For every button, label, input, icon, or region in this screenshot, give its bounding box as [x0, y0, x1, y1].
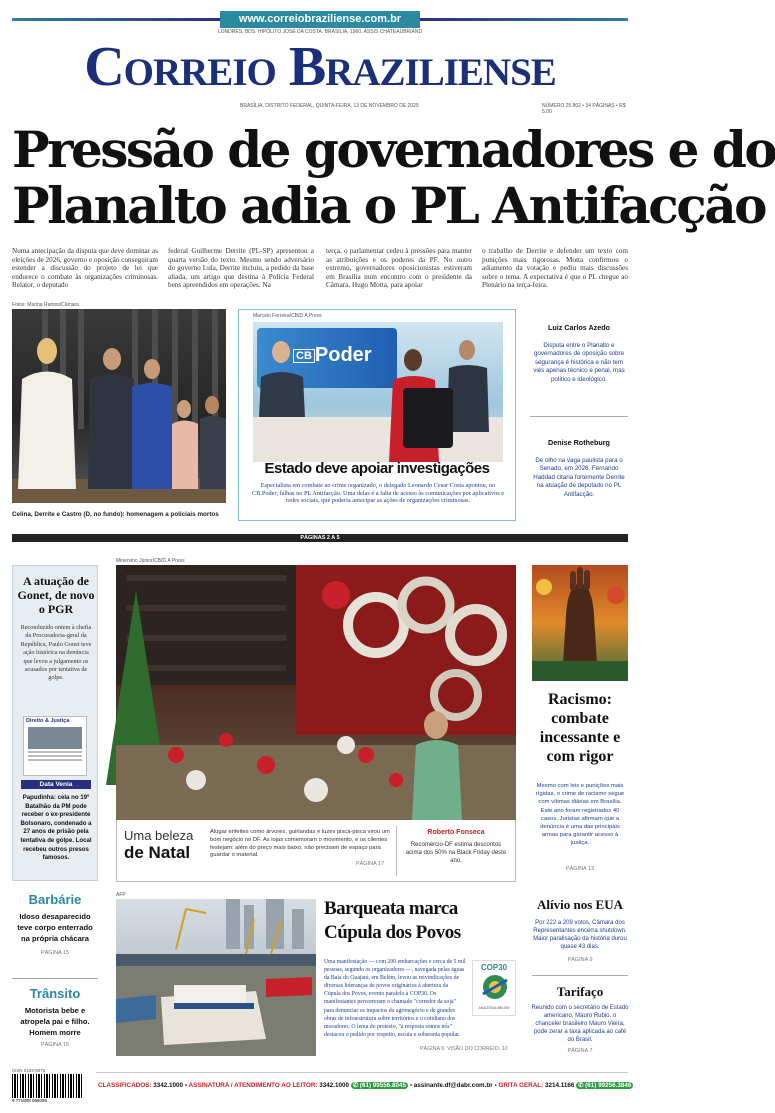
masthead-subtitle: LONDRES, BDS. HIPÓLITO JOSÉ DA COSTA. BRASÍLIA, 1960. ASSIS CHATEAUBRIAND — [217, 29, 423, 35]
photo-caption: Celina, Derrite e Castro (D, no fundo): homenagem a policiais mortos — [12, 511, 219, 518]
racismo-photo-art — [532, 565, 628, 681]
photo-credit: Fotos: Marina Ramos/Câmara — [12, 302, 79, 308]
cop30-logo-sub: AMAZÔNIA BELÉM — [478, 1006, 510, 1010]
racismo-title[interactable]: Racismo: combate incessante e com rigor — [539, 691, 621, 765]
dateline: BRASÍLIA, DISTRITO FEDERAL, QUINTA-FEIRA, 13 DE NOVEMBRO DE 2025 — [240, 103, 419, 109]
natal-title-line-1: Uma beleza — [124, 828, 194, 843]
transito-page: PÁGINA 15 — [40, 1042, 70, 1048]
headline-line-2: Planalto adia o PL Antifacção — [12, 176, 765, 235]
transito-text: Motorista bebe e atropela pai e filho. Homem morre — [20, 1006, 90, 1037]
alivio-page: PÁGINA 9 — [567, 957, 593, 963]
racismo-photo[interactable] — [532, 565, 628, 681]
top-rule-right — [420, 18, 628, 21]
plenary-photo-art — [12, 309, 226, 503]
barqueata-text: Uma manifestação — com 200 embarcações e cerca de 5 mil pessoas, segundo os organizadores —, navegada pelas águas da Baía do Guajará, em Belém, levou as reivindicações de diversas lideranças de povos originários à abertura da Cúpula dos Povos, evento paralelo à COP30. Os manifestantes percorreram o chamado "corredor da soja" para denunciar os impactos do agronegócio e de grandes obras de infraestrutura sobre territórios e o cotidiano dos moradores. O lema do protesto, "a resposta somos nós" destacou o pedido por respeito, escuta e soberania popular. — [324, 959, 466, 1038]
cbpoder-photo — [253, 322, 503, 462]
grita-phone[interactable]: 3214.1166 — [544, 1082, 575, 1089]
natal-divider — [396, 826, 397, 876]
natal-text: Alugar enfeites como árvores, guirlandas e luzes pisca-pisca virou um bom negócio no DF. As lojas comemoram o movimento, e os clientes festejam: além do preço mais baixo, não precisam de espaço para guardar o material. — [210, 829, 390, 859]
lead-col-4: o trabalho de Derrite e defender um texto com punições mais rigorosas. Motta confirmou o adiamento da votação e pediu mais discussões sobre o tema. A expectativa é que o PL chegue ao Plenário na terça-feira. — [482, 247, 628, 290]
cbpoder-scene — [253, 322, 503, 462]
direito-mini-logo: Direito & Justiça — [26, 718, 70, 724]
cop30-logo-art — [473, 972, 517, 1002]
newspaper-logo[interactable]: Correio Braziliense — [84, 36, 556, 98]
grita-label: GRITA GERAL: — [498, 1082, 544, 1089]
gonet-text: Reconduzido ontem à chefia da Procuradoria-geral da República, Paulo Gonet teve ação histórica na denúncia que levou a julgamento os acusados por tentativa de golpe. — [20, 624, 92, 682]
assinatura-label: ASSINATURA / ATENDIMENTO AO LEITOR: — [188, 1082, 318, 1089]
columnist-divider — [530, 416, 628, 417]
columnist-2-name: Denise Rotheburg — [548, 438, 610, 447]
barbarie-section: Barbárie — [28, 892, 82, 907]
columnist-1-name: Luiz Carlos Azedo — [547, 323, 611, 332]
footer-top-rule — [96, 1072, 628, 1073]
columnist-1-text: Disputa entre o Planalto e governadores de oposição sobre segurança é histórica e não tem viés apenas técnico e penal, mas político e ideológico. — [533, 342, 625, 383]
fonseca-text: Recomércio-DF estima descontos acima dos 50% na Black Friday deste ano. — [405, 842, 507, 864]
columnist-2-text: De olho na vaga paulista para o Senado, em 2026, Fernando Haddad citaria fortemente Derrite na atuação de deputado no PL Antifacção. — [533, 457, 625, 498]
whatsapp-icon: ✆ — [578, 1082, 584, 1089]
data-venia-note: Papudinha: cela no 19º Batalhão da PM pode receber o ex-presidente Bolsonaro, condenado a 27 anos de prisão pela tentativa de golpe. Local recebeu outros presos famosos. — [20, 794, 92, 862]
natal-photo[interactable] — [116, 565, 516, 820]
natal-page: PÁGINA 17 — [356, 861, 385, 867]
tarifaco-title: Tarifaço — [556, 984, 604, 999]
section-bar-label[interactable]: PÁGINAS 2 A 5 — [300, 535, 340, 541]
tarifaco-page: PÁGINA 7 — [567, 1048, 593, 1054]
issn: ISSN 0103-9075 — [12, 1068, 46, 1073]
natal-photo-art — [116, 565, 516, 820]
barqueata-page: PÁGINA 6. VISÃO DO CORREIO, 10 — [420, 1046, 508, 1052]
cop30-logo-text: COP30 — [480, 963, 508, 972]
barbarie-text: Idoso desaparecido teve corpo enterrado na própria chácara — [17, 912, 93, 943]
headline-line-1: Pressão de governadores e do — [12, 120, 775, 179]
left-divider — [12, 978, 98, 979]
direito-mini-lines — [28, 751, 82, 753]
barbarie-page: PÁGINA 15 — [40, 950, 70, 956]
classificados-label: CLASSIFICADOS: — [98, 1082, 152, 1089]
racismo-text: Mesmo com leis e punições mais rígidas, o crime de racismo segue com vítimas diárias em Brasília. Este ano foram registrados 40 casos. Juristas afirmam que a denúncia é uma das principais armas para garantir acesso à justiça. — [535, 783, 625, 847]
whatsapp-icon: ✆ — [352, 1082, 359, 1089]
email[interactable]: assinante.df@dabr.com.br — [413, 1082, 493, 1089]
racismo-page: PÁGINA 13 — [565, 866, 595, 872]
natal-credit: Minervino Júnior/CB/D.A Press — [116, 558, 185, 564]
alivio-title: Alívio nos EUA — [537, 897, 623, 912]
cop30-logo[interactable] — [472, 960, 516, 1016]
alivio-box[interactable] — [530, 897, 630, 963]
barqueata-title-line-2: Cúpula dos Povos — [324, 922, 461, 943]
cbpoder-headline: Estado deve apoiar investigações — [264, 460, 490, 477]
top-rule-left — [12, 18, 220, 21]
right-divider — [532, 975, 628, 976]
tarifaco-box[interactable] — [530, 984, 630, 1054]
fonseca-name[interactable]: Roberto Fonseca — [427, 829, 485, 836]
barqueata-credit: AFP — [116, 892, 126, 898]
data-venia-label: Data Venia — [21, 780, 91, 789]
cbpoder-box[interactable] — [238, 309, 516, 521]
barqueata-title[interactable] — [324, 897, 520, 945]
classificados-phone[interactable]: 3342.1000 — [153, 1082, 184, 1089]
columnist-2[interactable] — [530, 438, 628, 499]
lead-headline[interactable] — [12, 120, 775, 235]
barqueata-title-line-1: Barqueata marca — [324, 898, 458, 919]
transito-box[interactable] — [12, 986, 98, 1062]
lead-col-1: Numa antecipação da disputa que deve dominar as eleições de 2026, governo e oposição conseguiram estender a discussão do projeto de lei que endurece o combate às organizações criminosas. Relator, o deputado — [12, 247, 158, 290]
gonet-box[interactable] — [12, 565, 98, 881]
direito-mini-page — [23, 716, 87, 776]
cbpoder-logo-poder: Poder — [314, 344, 372, 366]
assinatura-phone[interactable]: 3342.1000 — [319, 1082, 350, 1089]
barcode-block — [12, 1068, 82, 1108]
whatsapp-badge-1[interactable] — [351, 1082, 408, 1089]
barcode-number: 9 771808 066056 — [12, 1098, 48, 1103]
barqueata-photo-art — [116, 899, 316, 1056]
lead-col-2: federal Guilherme Derrite (PL-SP) apresentou a quarta versão do texto. Mesmo sendo adversário do governo Lula, Derrite incluiu, a pedido da base aliada, um artigo que destina à Polícia Federal bens apreendidos em operações. Na — [168, 247, 314, 290]
barcode-icon — [12, 1074, 82, 1098]
alivio-text: Por 222 a 209 votos, Câmara dos Representantes encerra shutdown. Maior paralisação da história durou quase 43 dias. — [533, 920, 627, 950]
whatsapp-badge-2[interactable] — [576, 1082, 633, 1089]
natal-title[interactable] — [124, 828, 204, 863]
barqueata-photo[interactable] — [116, 899, 316, 1056]
whatsapp-2-number: (61) 99256.3846 — [585, 1082, 632, 1089]
footer-contacts: CLASSIFICADOS: 3342.1000 • ASSINATURA / ATENDIMENTO AO LEITOR: 3342.1000 ✆ (61) 99556.8045 • assinante.df@dabr.com.br • GRITA GERAL: 3214.1166 ✆ (61) 99256.3846 — [98, 1082, 632, 1089]
barbarie-box[interactable] — [12, 892, 98, 972]
natal-title-line-2: de Natal — [124, 843, 191, 862]
lead-col-3: terça, o parlamentar cedeu à pressões para manter as atribuições e os poderes da PF. No outro extremo, governadores oposicionistas estiveram em Brasília num encontro com o presidente da Câmara, Hugo Motta, para apoiar — [326, 247, 472, 290]
gonet-title: A atuação de Gonet, de novo o PGR — [17, 574, 95, 616]
cbpoder-logo-cb: CB — [293, 349, 315, 363]
whatsapp-1-number: (61) 99556.8045 — [359, 1082, 407, 1089]
cbpoder-text: Especialista em combate ao crime organizado, o delegado Leonardo Cesar Costa apontou, no CB.Poder, falhas no PL Antifacção. Uma delas é a falta de acesso às comunicações por aplicativos e redes sociais, que poderia antecipar as ações de organizações criminosas. — [251, 482, 505, 505]
columnist-1[interactable] — [530, 323, 628, 384]
cbpoder-credit: Marcelo Ferreira/CB/D.A Press — [253, 313, 322, 319]
tarifaco-text: Reunido com o secretário de Estado americano, Mauro Rubio, o chanceler brasileiro Mauro Vieira, pode zerar a taxa aplicada ao café do Brasil. — [531, 1005, 629, 1043]
transito-section: Trânsito — [29, 986, 81, 1001]
site-url-badge[interactable]: www.correiobraziliense.com.br — [220, 11, 420, 28]
plenary-photo[interactable] — [12, 309, 226, 503]
edition-info: NÚMERO 25.802 • 34 PÁGINAS • R$ 5,00 — [542, 103, 626, 115]
direito-mini-photo — [28, 727, 82, 749]
